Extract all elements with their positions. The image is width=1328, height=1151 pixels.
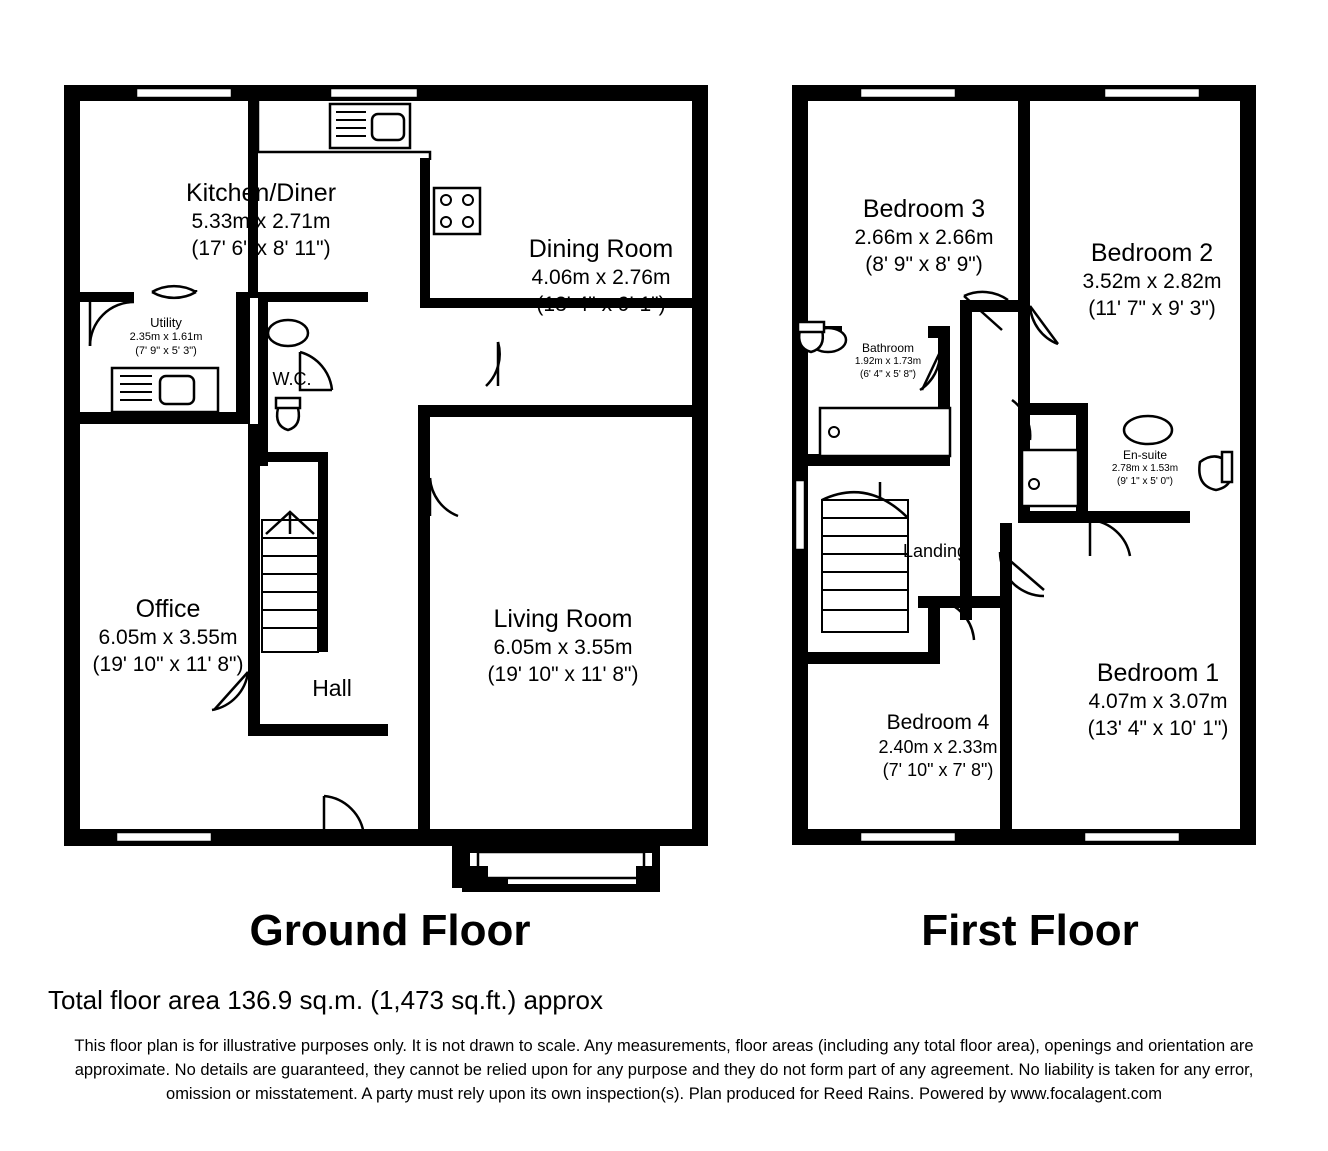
- room-name: Dining Room: [528, 235, 674, 263]
- room-metric: 6.05m x 3.55m: [98, 626, 238, 650]
- room-label-dining-room: [457, 234, 745, 318]
- window-bed2: [1104, 88, 1200, 98]
- room-name: Utility: [150, 315, 182, 330]
- wall-hall-left: [248, 424, 260, 724]
- room-name: Bedroom 2: [1090, 239, 1214, 267]
- ensuite-cistern: [1222, 452, 1232, 482]
- room-imperial: (19' 10" x 11' 8"): [92, 652, 244, 676]
- room-name: Office: [135, 595, 201, 623]
- room-label-hall: [268, 674, 396, 703]
- total-floor-area: Total floor area 136.9 sq.m. (1,473 sq.ft.) approx: [48, 985, 603, 1015]
- window-bed4: [860, 832, 956, 842]
- room-imperial: (6' 4" x 5' 8"): [860, 368, 916, 380]
- wall-utility-left: [64, 292, 134, 302]
- room-label-office: [44, 594, 292, 678]
- wall-ensuite-bottom: [1018, 511, 1190, 523]
- window-bed1: [1084, 832, 1180, 842]
- wc-basin: [268, 320, 308, 346]
- room-label-landing: [880, 540, 990, 563]
- room-label-bedroom-4: [818, 710, 1058, 781]
- bay-corner-right: [636, 866, 658, 888]
- room-label-bedroom-3: [798, 194, 1050, 278]
- room-imperial: (17' 6" x 8' 11"): [191, 236, 331, 260]
- floor-title-first: First Floor: [921, 906, 1139, 955]
- utility-bowl: [160, 376, 194, 404]
- room-label-bedroom-2: [1022, 238, 1282, 322]
- room-name: Bedroom 4: [886, 711, 990, 734]
- room-name: Living Room: [493, 605, 633, 633]
- wc-cistern: [276, 398, 300, 408]
- window-landing: [795, 480, 805, 550]
- wall-stairs-right: [318, 452, 328, 652]
- floor-title-ground: Ground Floor: [249, 906, 531, 955]
- room-metric: 4.06m x 2.76m: [531, 266, 671, 290]
- room-imperial: (19' 10" x 11' 8"): [487, 662, 639, 686]
- room-label-ensuite: [1085, 448, 1205, 488]
- disclaimer-text: This floor plan is for illustrative purposes only. It is not drawn to scale. Any measurements, floor areas (including any total floor area), openings and orientation are approximate. No details are guaranteed, they cannot be relied upon for any purpose and they do not form part of any agreement. No liability is taken for any error, omission or misstatement. A party must rely upon its own inspection(s). Plan produced for Reed Rains. Powered by www.focalagent.com: [74, 1037, 1254, 1103]
- window-bed3: [860, 88, 956, 98]
- bay-window-glass: [478, 852, 644, 878]
- room-metric: 5.33m x 2.71m: [191, 210, 331, 234]
- window-kitchen-1: [136, 88, 232, 98]
- room-label-bedroom-1: [1028, 658, 1288, 742]
- room-imperial: (8' 9" x 8' 9"): [865, 252, 983, 276]
- room-name: Bedroom 1: [1096, 659, 1220, 687]
- room-label-utility: [86, 315, 246, 359]
- stairs-first: [822, 500, 908, 632]
- wall-bed1-left: [1000, 523, 1012, 845]
- wall-office-top: [64, 412, 250, 424]
- window-office: [116, 832, 212, 842]
- room-name: Kitchen/Diner: [185, 179, 337, 207]
- room-imperial: (7' 10" x 7' 8"): [882, 759, 994, 780]
- room-imperial: (13' 4" x 10' 1"): [1087, 716, 1229, 740]
- bathroom-cistern: [798, 322, 824, 332]
- sink-bowl: [372, 114, 404, 140]
- wall-wc-bottom: [258, 452, 328, 462]
- wall-living-top: [418, 405, 702, 417]
- room-name: W.C.: [272, 369, 312, 389]
- room-name: Landing: [902, 541, 968, 561]
- room-metric: 2.35m x 1.61m: [129, 331, 203, 344]
- wall-kitchen-inner: [420, 158, 430, 298]
- room-imperial: (7' 9" x 5' 3"): [135, 345, 197, 357]
- room-label-bathroom: [828, 341, 948, 381]
- room-name: En-suite: [1122, 448, 1168, 462]
- wall-left-ground: [64, 85, 80, 845]
- hob: [434, 188, 480, 234]
- wall-hall-bottom: [248, 724, 388, 736]
- room-name: Hall: [312, 675, 352, 701]
- room-metric: 1.92m x 1.73m: [854, 356, 922, 367]
- room-metric: 3.52m x 2.82m: [1082, 270, 1222, 294]
- bay-corner-left: [466, 866, 488, 888]
- room-label-wc: [232, 368, 352, 391]
- room-metric: 6.05m x 3.55m: [493, 636, 633, 660]
- room-name: Bedroom 3: [862, 195, 986, 223]
- room-name: Bathroom: [861, 341, 915, 355]
- wall-bed4-landing: [800, 652, 940, 664]
- room-label-kitchen-diner: [117, 178, 405, 262]
- room-metric: 2.78m x 1.53m: [1111, 463, 1179, 474]
- room-imperial: (13' 4" x 9' 1"): [536, 292, 666, 316]
- room-imperial: (9' 1" x 5' 0"): [1117, 475, 1173, 487]
- wall-landing-right: [960, 300, 972, 620]
- room-imperial: (11' 7" x 9' 3"): [1088, 296, 1216, 320]
- room-metric: 2.66m x 2.66m: [854, 226, 994, 250]
- wall-utility-top: [258, 292, 368, 302]
- room-metric: 2.40m x 2.33m: [878, 737, 998, 758]
- wall-right-ground: [692, 85, 708, 845]
- ensuite-shower: [1022, 450, 1078, 506]
- window-kitchen-2: [330, 88, 418, 98]
- room-metric: 4.07m x 3.07m: [1088, 690, 1228, 714]
- room-label-living-room: [428, 604, 698, 688]
- ensuite-basin: [1124, 416, 1172, 444]
